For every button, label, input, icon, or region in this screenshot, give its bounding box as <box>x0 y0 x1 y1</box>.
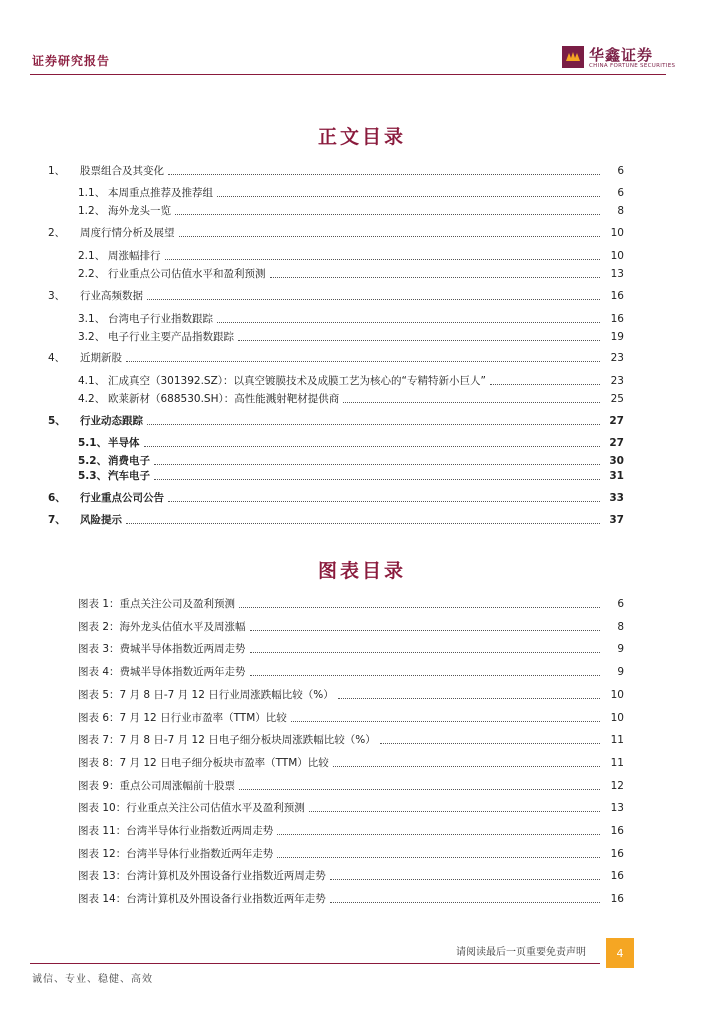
toc-entry-number: 6、 <box>48 492 66 504</box>
dot-leader <box>277 857 600 858</box>
page-ref: 27 <box>609 437 624 449</box>
toc-entry[interactable] <box>48 487 624 505</box>
brand-logo-icon <box>562 46 584 68</box>
toc-entry-number: 2.2、 <box>78 268 106 280</box>
dot-leader <box>217 322 600 323</box>
toc-entry-title: 近期新股 <box>80 352 122 364</box>
dot-leader <box>179 236 601 237</box>
toc-entry-title: 行业高频数据 <box>80 290 143 302</box>
toc-entry-number: 4、 <box>48 352 66 364</box>
toc-entry[interactable] <box>78 308 624 326</box>
page-ref: 10 <box>610 227 624 239</box>
page-ref: 23 <box>610 375 624 387</box>
toc-entry[interactable] <box>78 182 624 200</box>
figure-entry[interactable] <box>78 638 624 656</box>
page-ref: 10 <box>610 250 624 262</box>
toc-entry-title: 行业重点公司估值水平和盈利预测 <box>108 268 266 280</box>
page-ref: 9 <box>617 666 624 679</box>
disclaimer-note[interactable]: 请阅读最后一页重要免责声明 <box>456 947 586 958</box>
dot-leader <box>277 834 600 835</box>
toc-entry-title: 汇成真空（301392.SZ）：以真空镀膜技术及成膜工艺为核心的“专精特新小巨人” <box>108 375 486 387</box>
brand-logo <box>562 44 676 74</box>
dot-leader <box>343 402 600 403</box>
toc-entry[interactable] <box>78 370 624 388</box>
header-divider <box>30 74 666 75</box>
page-ref: 10 <box>610 688 624 701</box>
toc-entry-number: 2、 <box>48 227 66 239</box>
dot-leader <box>126 361 600 362</box>
dot-leader <box>330 879 600 880</box>
dot-leader <box>126 523 600 524</box>
toc-entry[interactable] <box>48 347 624 365</box>
brand-name: 华鑫证券 <box>589 46 654 64</box>
dot-leader <box>168 174 600 175</box>
page-ref: 33 <box>609 492 624 504</box>
figure-entry-title: 图表 10：行业重点关注公司估值水平及盈利预测 <box>78 802 305 815</box>
toc-entry[interactable] <box>48 509 624 527</box>
toc-entry-title: 海外龙头一览 <box>108 205 171 217</box>
dot-leader <box>239 789 600 790</box>
dot-leader <box>239 607 600 608</box>
page-ref: 10 <box>610 711 624 724</box>
page-ref: 11 <box>610 734 624 747</box>
page-ref: 37 <box>609 514 624 526</box>
dot-leader <box>154 479 600 480</box>
figure-entry[interactable] <box>78 729 624 747</box>
toc-entry-title: 电子行业主要产品指数跟踪 <box>108 331 234 343</box>
dot-leader <box>250 652 600 653</box>
figure-entry-title: 图表 8：7 月 12 日电子细分板块市盈率（TTM）比较 <box>78 756 329 769</box>
toc-entry[interactable] <box>48 285 624 303</box>
figure-entry-title: 图表 9：重点公司周涨幅前十股票 <box>78 779 236 792</box>
figure-entry-title: 图表 12：台湾半导体行业指数近两年走势 <box>78 847 274 860</box>
dot-leader <box>490 384 600 385</box>
page-ref: 13 <box>610 268 624 280</box>
toc-entry[interactable] <box>78 245 624 263</box>
figure-entry-title: 图表 2：海外龙头估值水平及周涨幅 <box>78 620 246 633</box>
page-ref: 8 <box>617 205 624 217</box>
toc-entry-title: 风险提示 <box>80 514 122 526</box>
page-ref: 16 <box>610 825 624 837</box>
figure-entry[interactable] <box>78 752 624 770</box>
toc-entry-number: 2.1、 <box>78 250 106 262</box>
page-ref: 27 <box>609 415 624 427</box>
toc-entry[interactable] <box>48 410 624 428</box>
toc-entry[interactable] <box>78 263 624 281</box>
toc-entry[interactable] <box>78 388 624 406</box>
page-ref: 16 <box>610 847 624 860</box>
toc-entry[interactable] <box>78 432 624 450</box>
toc-entry-title: 本周重点推荐及推荐组 <box>108 187 213 199</box>
page-ref: 11 <box>610 756 624 769</box>
page-ref: 23 <box>610 352 624 364</box>
figure-entry[interactable] <box>78 865 624 883</box>
toc-entry-title: 周度行情分析及展望 <box>80 227 175 239</box>
page-ref: 6 <box>617 165 624 177</box>
toc-entry-number: 3.2、 <box>78 331 106 343</box>
toc-entry-number: 5.3、 <box>78 470 108 482</box>
figure-entry[interactable] <box>78 593 624 611</box>
dot-leader <box>270 277 601 278</box>
figure-entry[interactable] <box>78 843 624 861</box>
figure-entry-title: 图表 5：7 月 8 日-7 月 12 日行业周涨跌幅比较（%） <box>78 688 334 701</box>
page-number: 4 <box>606 938 634 968</box>
footer-divider <box>30 963 600 964</box>
toc-entry-title: 周涨幅排行 <box>108 250 161 262</box>
toc-entry[interactable] <box>78 326 624 344</box>
toc-entry[interactable] <box>48 160 624 178</box>
toc-entry-title: 消费电子 <box>108 455 150 467</box>
company-motto: 诚信、专业、稳健、高效 <box>32 974 153 985</box>
page-ref: 9 <box>617 643 624 656</box>
toc-entry-number: 4.2、 <box>78 393 106 405</box>
figure-entry-title: 图表 3：费城半导体指数近两周走势 <box>78 643 246 656</box>
figure-entry-title: 图表 13：台湾计算机及外围设备行业指数近两周走势 <box>78 870 326 883</box>
dot-leader <box>165 259 601 260</box>
figure-entry-title: 图表 7：7 月 8 日-7 月 12 日电子细分板块周涨跌幅比较（%） <box>78 734 376 747</box>
page-ref: 16 <box>610 893 624 906</box>
dot-leader <box>147 299 600 300</box>
toc-entry-number: 1、 <box>48 165 66 177</box>
figure-entry[interactable] <box>78 684 624 702</box>
figure-entry-title: 图表 14：台湾计算机及外围设备行业指数近两年走势 <box>78 893 326 906</box>
toc-entry-number: 5.2、 <box>78 455 108 467</box>
toc-entry-number: 7、 <box>48 514 66 526</box>
dot-leader <box>338 698 600 699</box>
page-ref: 16 <box>610 290 624 302</box>
page-ref: 8 <box>617 620 624 633</box>
dot-leader <box>144 446 601 447</box>
toc-entry-number: 4.1、 <box>78 375 106 387</box>
toc-entry-number: 5.1、 <box>78 437 108 449</box>
figure-entry-title: 图表 6：7 月 12 日行业市盈率（TTM）比较 <box>78 711 287 724</box>
figure-entry-title: 图表 4：费城半导体指数近两年走势 <box>78 666 246 679</box>
dot-leader <box>217 196 600 197</box>
toc-entry-title: 台湾电子行业指数跟踪 <box>108 313 213 325</box>
toc-entry-number: 3、 <box>48 290 66 302</box>
dot-leader <box>175 214 600 215</box>
page-ref: 6 <box>617 187 624 199</box>
page-ref: 6 <box>617 598 624 610</box>
toc-title: 正文目录 <box>317 126 406 148</box>
header-label: 证券研究报告 <box>32 54 111 68</box>
toc-entry-number: 1.1、 <box>78 187 106 199</box>
page-ref: 19 <box>610 331 624 343</box>
toc-entry-title: 股票组合及其变化 <box>80 165 164 177</box>
page-ref: 13 <box>610 802 624 815</box>
dot-leader <box>250 675 600 676</box>
page-ref: 31 <box>609 470 624 482</box>
page-ref: 30 <box>609 455 624 467</box>
figure-entry-title: 图表 1：重点关注公司及盈利预测 <box>78 598 236 610</box>
toc-entry-title: 行业动态跟踪 <box>80 415 143 427</box>
toc-entry-title: 欧莱新材（688530.SH）：高性能溅射靶材提供商 <box>108 393 340 405</box>
dot-leader <box>291 721 600 722</box>
figure-entry[interactable] <box>78 775 624 793</box>
page-ref: 16 <box>610 870 624 883</box>
dot-leader <box>333 766 600 767</box>
dot-leader <box>168 501 600 502</box>
toc-entry-title: 行业重点公司公告 <box>80 492 164 504</box>
dot-leader <box>250 630 600 631</box>
figure-entry[interactable] <box>78 661 624 679</box>
figure-entry[interactable] <box>78 797 624 815</box>
toc-entry-number: 1.2、 <box>78 205 106 217</box>
figure-entry[interactable] <box>78 616 624 634</box>
toc-entry[interactable] <box>48 222 624 240</box>
toc-entry[interactable] <box>78 465 624 483</box>
figure-entry[interactable] <box>78 888 624 906</box>
dot-leader <box>330 902 600 903</box>
dot-leader <box>238 340 600 341</box>
page-ref: 25 <box>610 393 624 405</box>
toc-entry-number: 5、 <box>48 415 66 427</box>
dot-leader <box>380 743 600 744</box>
figures-title: 图表目录 <box>317 560 406 582</box>
dot-leader <box>147 424 600 425</box>
toc-entry-title: 汽车电子 <box>108 470 150 482</box>
dot-leader <box>309 811 600 812</box>
toc-entry[interactable] <box>78 200 624 218</box>
brand-subtitle: CHINA FORTUNE SECURITIES <box>589 63 676 69</box>
figure-entry[interactable] <box>78 707 624 725</box>
figure-entry[interactable] <box>78 820 624 838</box>
page-ref: 12 <box>610 779 624 792</box>
toc-entry-title: 半导体 <box>108 437 140 449</box>
figure-entry-title: 图表 11：台湾半导体行业指数近两周走势 <box>78 825 274 837</box>
toc-entry-number: 3.1、 <box>78 313 106 325</box>
page-ref: 16 <box>610 313 624 325</box>
